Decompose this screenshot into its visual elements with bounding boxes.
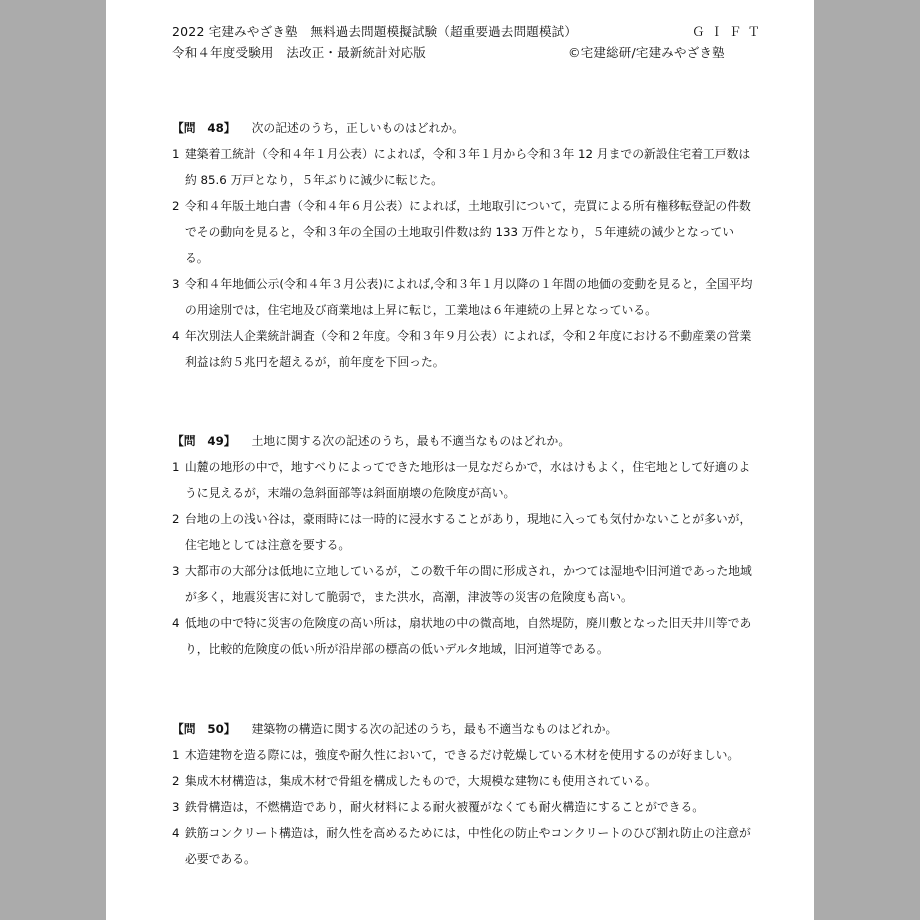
choice-number: 1 — [172, 460, 180, 474]
choice-text: 木造建物を造る際には，強度や耐久性において，できるだけ乾燥している木材を使用するのが好ましい。 — [185, 748, 740, 762]
choice-item — [172, 193, 757, 271]
question-50 — [172, 716, 757, 872]
header-brand: ＧＩＦＴ — [692, 24, 767, 39]
choice-number: 1 — [172, 147, 180, 161]
header-title: 2022 宅建みやざき塾 無料過去問題模擬試験（超重要過去問題模試） — [172, 24, 578, 39]
question-title — [172, 115, 757, 141]
question-stem: 次の記述のうち，正しいものはどれか。 — [251, 121, 464, 135]
choice-text: 年次別法人企業統計調査（令和２年度。令和３年９月公表）によれば，令和２年度における不動産業の営業利益は約５兆円を超えるが，前年度を下回った。 — [185, 329, 752, 369]
choice-item — [172, 141, 757, 193]
choice-text: 鉄骨構造は，不燃構造であり，耐火材料による耐火被覆がなくても耐火構造にすることができる。 — [185, 800, 705, 814]
choice-number: 2 — [172, 774, 180, 788]
choice-text: 山麓の地形の中で，地すべりによってできた地形は一見なだらかで，水はけもよく，住宅地として好適のように見えるが，末端の急斜面部等は斜面崩壊の危険度が高い。 — [185, 460, 751, 500]
choice-item — [172, 506, 757, 558]
choice-item — [172, 610, 757, 662]
document-page — [106, 0, 814, 920]
choice-number: 3 — [172, 800, 180, 814]
question-number: 【問 48】 — [172, 121, 236, 135]
question-49 — [172, 428, 757, 662]
choice-text: 鉄筋コンクリート構造は，耐久性を高めるためには，中性化の防止やコンクリートのひび割れ防止の注意が必要である。 — [185, 826, 751, 866]
question-stem: 建築物の構造に関する次の記述のうち，最も不適当なものはどれか。 — [251, 722, 618, 736]
choice-item — [172, 558, 757, 610]
choice-item — [172, 323, 757, 375]
choice-number: 1 — [172, 748, 180, 762]
question-number: 【問 50】 — [172, 722, 236, 736]
question-stem: 土地に関する次の記述のうち，最も不適当なものはどれか。 — [251, 434, 571, 448]
choice-number: 4 — [172, 826, 180, 840]
question-number: 【問 49】 — [172, 434, 236, 448]
choice-item — [172, 454, 757, 506]
choice-number: 2 — [172, 199, 180, 213]
choice-number: 4 — [172, 616, 180, 630]
question-title — [172, 428, 757, 454]
choice-text: 集成木材構造は，集成木材で骨組を構成したもので，大規模な建物にも使用されている。 — [185, 774, 657, 788]
question-title — [172, 716, 757, 742]
choice-number: 2 — [172, 512, 180, 526]
choice-text: 令和４年版土地白書（令和４年６月公表）によれば，土地取引について，売買による所有権移転登記の件数でその動向を見ると，令和３年の全国の土地取引件数は約 133 万件となり，５年連続の減少となっている。 — [185, 199, 751, 265]
choice-item — [172, 794, 757, 820]
header-copyright: ©宅建総研/宅建みやざき塾 — [568, 45, 725, 60]
choice-item — [172, 820, 757, 872]
header-subtitle: 令和４年度受験用 法改正・最新統計対応版 — [172, 45, 427, 60]
choice-item — [172, 768, 757, 794]
choice-item — [172, 742, 757, 768]
question-48 — [172, 115, 757, 375]
choice-item — [172, 271, 757, 323]
choice-text: 低地の中で特に災害の危険度の高い所は，扇状地の中の微高地，自然堤防，廃川敷となった旧天井川等であり，比較的危険度の低い所が沿岸部の標高の低いデルタ地域，旧河道等である。 — [185, 616, 752, 656]
choice-number: 3 — [172, 277, 180, 291]
choice-number: 3 — [172, 564, 180, 578]
choice-text: 大都市の大部分は低地に立地しているが，この数千年の間に形成され，かつては湿地や旧河道であった地域が多く，地震災害に対して脆弱で，また洪水，高潮，津波等の災害の危険度も高い。 — [185, 564, 752, 604]
choice-number: 4 — [172, 329, 180, 343]
choice-text: 令和４年地価公示(令和４年３月公表)によれば,令和３年１月以降の１年間の地価の変動を見ると，全国平均の用途別では，住宅地及び商業地は上昇に転じ，工業地は６年連続の上昇となっている。 — [185, 277, 753, 317]
choice-text: 建築着工統計（令和４年１月公表）によれば，令和３年１月から令和３年 12 月までの新設住宅着工戸数は約 85.6 万戸となり，５年ぶりに減少に転じた。 — [185, 147, 751, 187]
choice-text: 台地の上の浅い谷は，豪雨時には一時的に浸水することがあり，現地に入っても気付かないことが多いが，住宅地としては注意を要する。 — [185, 512, 752, 552]
